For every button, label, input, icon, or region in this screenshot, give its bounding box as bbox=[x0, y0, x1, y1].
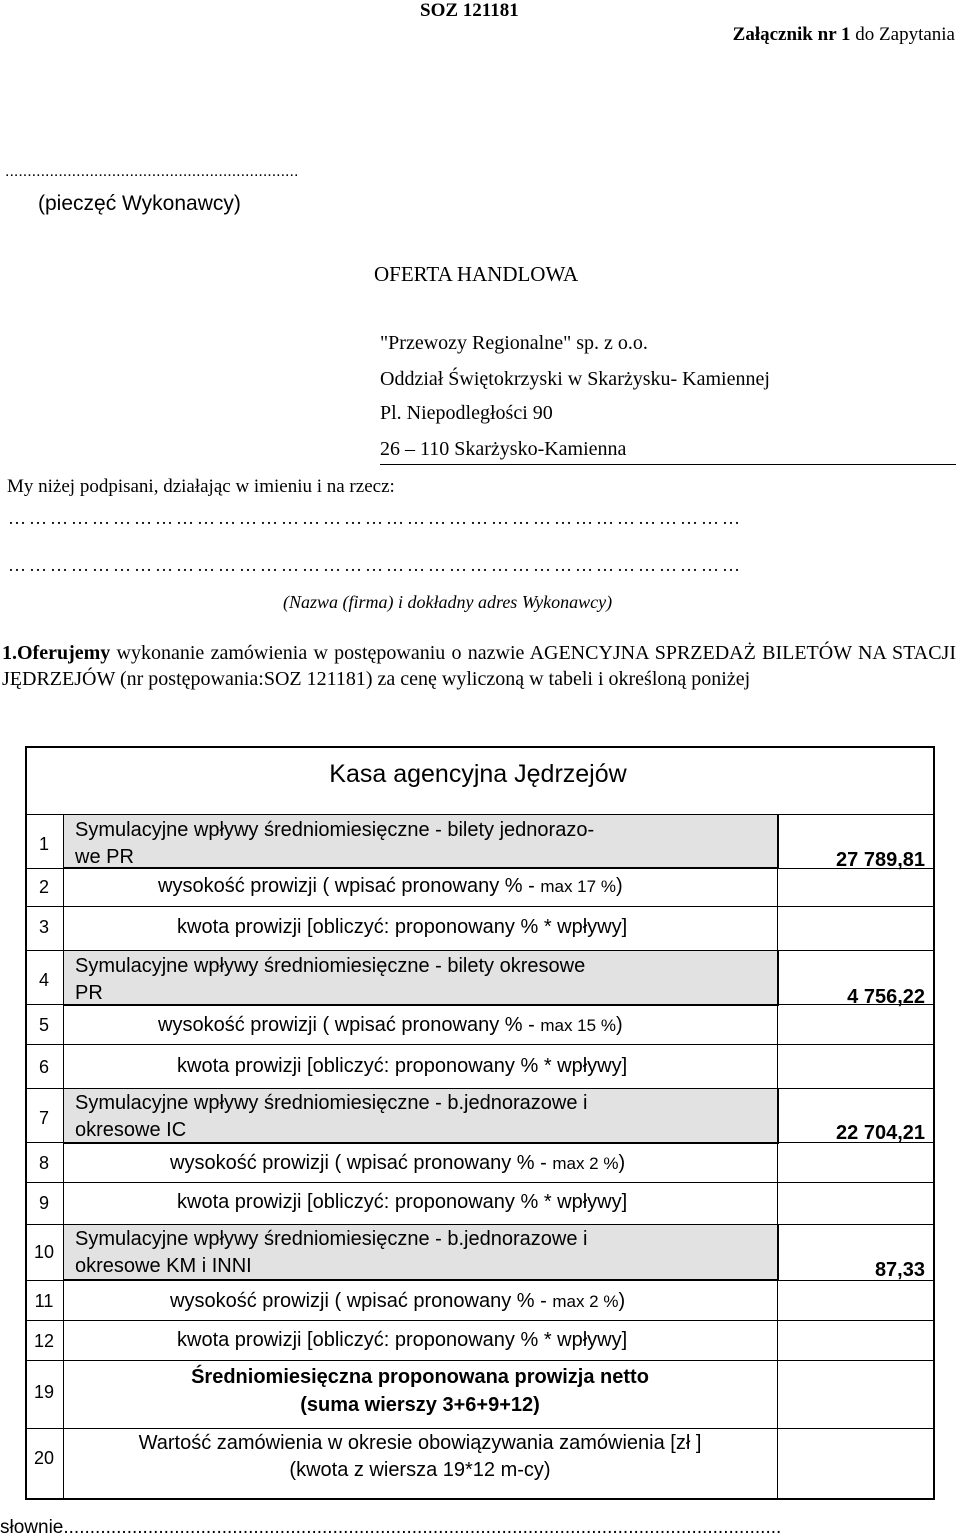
row-label bbox=[158, 875, 623, 898]
row-label-cont: we PR bbox=[75, 846, 134, 868]
row-label-text: wysokość prowizji ( wpisać pronowany % - bbox=[170, 1152, 553, 1174]
address-line-1: "Przewozy Regionalne" sp. z o.o. bbox=[380, 332, 648, 354]
row-label: kwota prowizji [obliczyć: proponowany % * wpływy] bbox=[177, 916, 628, 938]
table-title: Kasa agencyjna Jędrzejów bbox=[329, 760, 627, 788]
row-label bbox=[170, 1290, 625, 1313]
address-line-4: 26 – 110 Skarżysko-Kamienna bbox=[380, 438, 627, 460]
commission-amount-input-3[interactable] bbox=[778, 1183, 929, 1223]
row-label: Symulacyjne wpływy średniomiesięczne - b.jednorazowe i bbox=[75, 1092, 588, 1114]
row-divider bbox=[25, 1224, 933, 1225]
commission-table bbox=[25, 746, 933, 1498]
order-value-input[interactable] bbox=[778, 1429, 929, 1495]
row-label bbox=[170, 1152, 625, 1175]
row-number: 12 bbox=[33, 1331, 55, 1351]
document-title: OFERTA HANDLOWA bbox=[374, 262, 579, 286]
row-label-cont: okresowe KM i INNI bbox=[75, 1255, 252, 1277]
annex-suffix: do Zapytania bbox=[850, 24, 955, 45]
address-line-2: Oddział Świętokrzyski w Skarżysku- Kamiennej bbox=[380, 368, 770, 390]
contractor-address-field[interactable]: …………………………………………………………………………………………… bbox=[8, 555, 743, 575]
row-label-close: ) bbox=[618, 1152, 626, 1174]
commission-amount-input-2[interactable] bbox=[778, 1045, 929, 1087]
contractor-name-field[interactable]: …………………………………………………………………………………………… bbox=[8, 508, 743, 528]
row-divider bbox=[25, 1088, 933, 1089]
row-label: kwota prowizji [obliczyć: proponowany % * wpływy] bbox=[177, 1329, 628, 1351]
row-label-max: max 15 % bbox=[540, 1016, 616, 1035]
row-number: 9 bbox=[38, 1193, 49, 1213]
row-number: 6 bbox=[38, 1057, 49, 1077]
row-value: 27 789,81 bbox=[836, 849, 925, 871]
acting-on-behalf-text: My niżej podpisani, działając w imieniu i na rzecz: bbox=[7, 476, 395, 497]
row-number: 5 bbox=[38, 1015, 49, 1035]
commission-percent-input-3[interactable] bbox=[778, 1143, 929, 1181]
offer-paragraph bbox=[2, 640, 956, 692]
row-number: 3 bbox=[38, 917, 49, 937]
row-number: 11 bbox=[34, 1291, 54, 1311]
net-commission-input[interactable] bbox=[778, 1361, 929, 1427]
address-line-3: Pl. Niepodległości 90 bbox=[380, 402, 553, 424]
row-number: 19 bbox=[33, 1382, 55, 1402]
row-label: Wartość zamówienia w okresie obowiązywania zamówienia [zł ] bbox=[138, 1432, 702, 1454]
offer-text-2: (nr postępowania:SOZ 121181) za cenę wyliczoną w tabeli i określoną poniżej bbox=[114, 668, 751, 690]
row-label-close: ) bbox=[618, 1290, 626, 1312]
row-label-cont: (kwota z wiersza 19*12 m-cy) bbox=[289, 1459, 551, 1481]
stamp-label: (pieczęć Wykonawcy) bbox=[38, 192, 241, 215]
row-divider bbox=[25, 814, 933, 815]
row-label-cont: (suma wierszy 3+6+9+12) bbox=[300, 1394, 540, 1416]
row-number: 1 bbox=[38, 834, 49, 854]
procedure-name: AGENCYJNA SPRZEDAŻ BILETÓW NA STACJI JĘDRZEJÓW bbox=[2, 642, 956, 690]
offer-lead: 1.Oferujemy bbox=[2, 642, 111, 664]
row-divider bbox=[25, 950, 933, 951]
row-label-text: wysokość prowizji ( wpisać pronowany % - bbox=[158, 875, 541, 897]
stamp-dots: .................................................................. bbox=[5, 163, 299, 180]
commission-amount-input-4[interactable] bbox=[778, 1321, 929, 1359]
contractor-name-caption: (Nazwa (firma) i dokładny adres Wykonawcy) bbox=[283, 592, 613, 612]
row-number: 20 bbox=[33, 1448, 55, 1468]
row-number: 8 bbox=[38, 1153, 49, 1173]
row-label: Symulacyjne wpływy średniomiesięczne - b.jednorazowe i bbox=[75, 1228, 588, 1250]
row-number: 10 bbox=[33, 1242, 55, 1262]
row-label-cont: okresowe IC bbox=[75, 1119, 187, 1141]
row-label-text: wysokość prowizji ( wpisać pronowany % - bbox=[158, 1014, 541, 1036]
row-label-text: wysokość prowizji ( wpisać pronowany % - bbox=[170, 1290, 553, 1312]
row-number: 7 bbox=[38, 1108, 49, 1128]
row-label-close: ) bbox=[615, 1014, 623, 1036]
row-label-cont: PR bbox=[75, 982, 103, 1004]
row-label: Symulacyjne wpływy średniomiesięczne - bilety okresowe bbox=[75, 955, 586, 977]
row-number: 2 bbox=[38, 877, 49, 897]
address-underline bbox=[380, 464, 956, 465]
commission-amount-input-1[interactable] bbox=[778, 907, 929, 949]
annex-number: Załącznik nr 1 bbox=[732, 24, 851, 45]
row-label-max: max 2 % bbox=[552, 1154, 619, 1173]
procedure-code: SOZ 121181 bbox=[420, 0, 519, 21]
row-label: Symulacyjne wpływy średniomiesięczne - bilety jednorazo- bbox=[75, 819, 595, 841]
row-label-close: ) bbox=[615, 875, 623, 897]
row-label: kwota prowizji [obliczyć: proponowany % * wpływy] bbox=[177, 1055, 628, 1077]
offer-text-1: wykonanie zamówienia w postępowaniu o nazwie bbox=[110, 642, 530, 664]
row-label-max: max 2 % bbox=[552, 1292, 619, 1311]
amount-in-words-field[interactable]: słownie........................................................................................................................................ bbox=[0, 1517, 782, 1538]
commission-percent-input-1[interactable] bbox=[778, 869, 929, 905]
row-label: Średniomiesięczna proponowana prowizja netto bbox=[191, 1366, 649, 1388]
row-value: 87,33 bbox=[874, 1259, 925, 1281]
row-value: 22 704,21 bbox=[836, 1122, 925, 1144]
annex-label bbox=[733, 24, 955, 46]
commission-percent-input-4[interactable] bbox=[778, 1281, 929, 1319]
row-label: kwota prowizji [obliczyć: proponowany % * wpływy] bbox=[177, 1191, 628, 1213]
row-number: 4 bbox=[38, 970, 49, 990]
row-label-max: max 17 % bbox=[540, 877, 616, 896]
commission-percent-input-2[interactable] bbox=[778, 1005, 929, 1043]
row-value: 4 756,22 bbox=[847, 986, 925, 1008]
row-label bbox=[158, 1014, 623, 1037]
